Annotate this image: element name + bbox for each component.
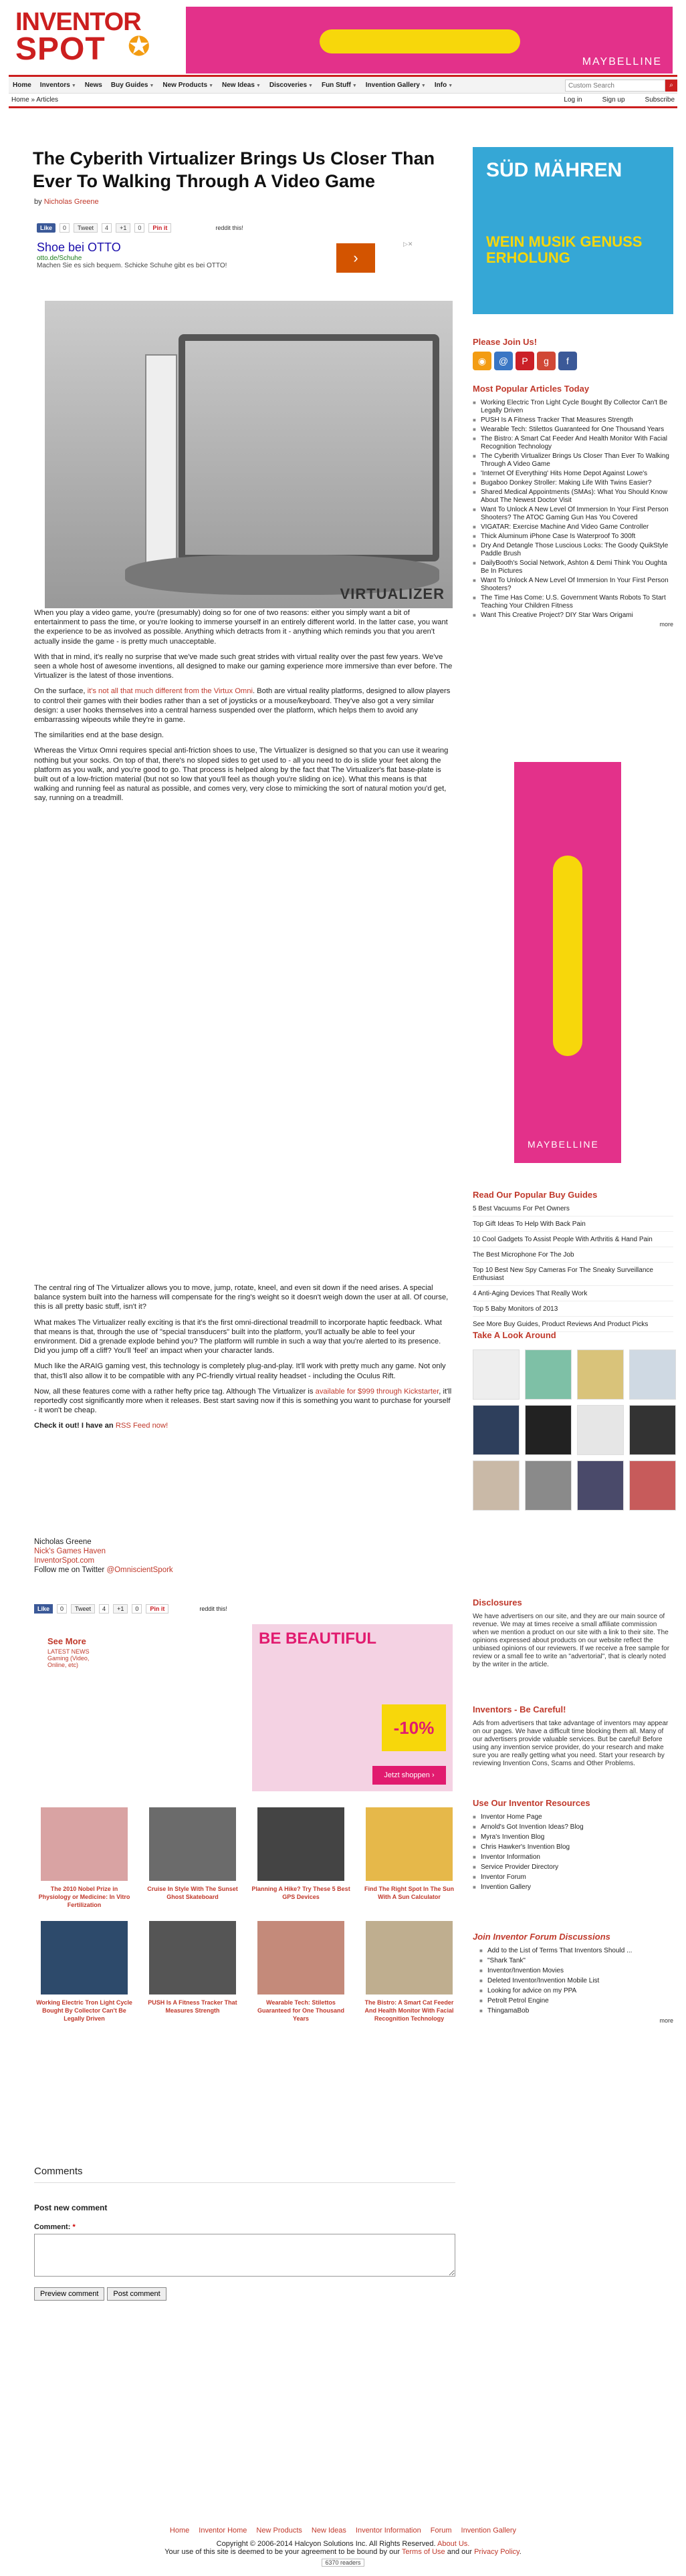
sidebar-ad[interactable]	[473, 147, 673, 314]
reddit-button[interactable]: reddit this!	[199, 1605, 227, 1612]
thumbnail[interactable]	[473, 1349, 520, 1400]
thumbnail[interactable]	[525, 1405, 572, 1455]
comment-label: Comment: *	[34, 2223, 76, 2231]
google-plus-icon[interactable]: g	[537, 352, 556, 370]
share-bar-bottom	[34, 1604, 227, 1614]
forum-topic-link[interactable]: ■ Inventor/Invention Movies	[473, 1967, 673, 1975]
google-plus-button[interactable]: +1	[116, 223, 130, 233]
related-article[interactable]	[251, 1921, 351, 2023]
facebook-like-button[interactable]: Like	[34, 1604, 53, 1614]
popular-article-link[interactable]: ■ Dry And Detangle Those Luscious Locks: The Goody QuikStyle Paddle Brush	[473, 542, 673, 558]
post-comment-heading: Post new comment	[34, 2203, 108, 2212]
article-body	[27, 608, 455, 803]
buy-guide-link[interactable]: 5 Best Vacuums For Pet Owners	[473, 1205, 673, 1216]
ad-headline[interactable]: Shoe bei OTTO	[37, 241, 121, 254]
header	[9, 0, 677, 75]
footer-link[interactable]: Invention Gallery	[461, 2527, 517, 2535]
forum-topic-link[interactable]: ■ Petrolt Petrol Engine	[473, 1997, 673, 2005]
related-article-thumbnail[interactable]	[41, 1807, 128, 1881]
rss-promo: Check it out! I have an RSS Feed now!	[34, 1422, 168, 1430]
byline: by Nicholas Greene	[34, 198, 99, 206]
pin-it-button[interactable]: Pin it	[146, 1604, 168, 1614]
related-article-caption[interactable]: PUSH Is A Fitness Tracker That Measures Strength	[148, 1999, 237, 2014]
comments-section	[34, 2166, 455, 2301]
star-icon: ✪	[128, 32, 150, 61]
share-bar	[37, 222, 455, 234]
related-article[interactable]	[34, 1807, 134, 1909]
related-article-caption[interactable]: Wearable Tech: Stilettos Guaranteed for One Thousand Years	[257, 1999, 344, 2022]
thumbnail[interactable]	[473, 1405, 520, 1455]
login-link[interactable]: Log in	[564, 96, 582, 104]
forum-topic-link[interactable]: ■ Deleted Inventor/Invention Mobile List	[473, 1977, 673, 1985]
related-article-thumbnail[interactable]	[366, 1807, 453, 1881]
paragraph: With that in mind, it's really no surprise that we've made such great strides with virtual reality over the past few years. We've seen a whole host of awesome inventions, all designed to make our gaming experience more immersive than ever before. The Virtualizer is the latest of those inventions.	[34, 652, 453, 680]
resource-link[interactable]: ■ Invention Gallery	[473, 1884, 673, 1892]
about-link[interactable]: About Us.	[437, 2540, 470, 2548]
chevron-down-icon: ▼	[209, 83, 214, 88]
popular-article-link[interactable]: ■ Want To Unlock A New Level Of Immersion In Your First Person Shooters? The ATOC Gaming Gun Has You Covered	[473, 506, 673, 522]
nav-buy-guides[interactable]: Buy Guides ▼	[110, 81, 154, 89]
related-article-thumbnail[interactable]	[149, 1807, 236, 1881]
privacy-link[interactable]: Privacy Policy	[474, 2548, 520, 2556]
bipa-ad-headline: BE BEAUTIFUL	[259, 1630, 376, 1648]
most-popular	[473, 384, 673, 628]
warning-text: Ads from advertisers that take advantage of inventors may appear on our pages. We have a difficult time blocking them all. Many of our advertisers provide valuable services. But be careful! Before using any invention service provider, do your research and make sure you are really getting what you need. Start your research by reviewing Invention Cons, Scams and Other Problems.	[473, 1720, 669, 1767]
subscribe-link[interactable]: Subscribe	[645, 96, 675, 104]
join-us-heading: Please Join Us!	[473, 337, 538, 347]
buy-guide-link[interactable]: 4 Anti-Aging Devices That Really Work	[473, 1290, 673, 1301]
thumbnail[interactable]	[629, 1405, 676, 1455]
related-article-caption[interactable]: Cruise In Style With The Sunset Ghost Skateboard	[147, 1886, 238, 1900]
forum-discussions	[473, 1932, 673, 2024]
author-signature: Nicholas Greene Nick's Games Haven InventorSpot.com Follow me on Twitter @OmniscientSpork	[34, 1538, 173, 1574]
thumbnail[interactable]	[577, 1460, 624, 1511]
nav-invention-gallery[interactable]: Invention Gallery ▼	[365, 81, 426, 89]
most-popular-list	[473, 399, 673, 620]
resource-link[interactable]: ■ Myra's Invention Blog	[473, 1833, 673, 1841]
kickstarter-link[interactable]: available for $999 through Kickstarter	[315, 1387, 439, 1396]
see-more-link[interactable]: LATEST NEWS Gaming (Video, Online, etc)	[47, 1648, 90, 1668]
thumbnail[interactable]	[629, 1460, 676, 1511]
bipa-banner-ad[interactable]	[252, 1624, 453, 1791]
resource-link[interactable]: ■ Inventor Forum	[473, 1874, 673, 1882]
related-article[interactable]	[142, 1807, 243, 1909]
tweet-button[interactable]: Tweet	[74, 223, 98, 233]
social-icons	[473, 352, 577, 370]
related-article[interactable]	[142, 1921, 243, 2023]
ad-url[interactable]: otto.de/Schuhe	[37, 255, 82, 262]
comment-textarea[interactable]	[34, 2234, 455, 2277]
site-logo[interactable]	[15, 8, 179, 67]
forum-topic-link[interactable]: ■ Add to the List of Terms That Inventors Should ...	[473, 1947, 673, 1955]
buy-guide-link[interactable]: Top 10 Best New Spy Cameras For The Sneaky Surveillance Enthusiast	[473, 1267, 673, 1286]
facebook-icon[interactable]: f	[558, 352, 577, 370]
virtux-omni-link[interactable]: it's not all that much different from the Virtux Omni	[87, 687, 253, 696]
buy-guides-heading: Read Our Popular Buy Guides	[473, 1190, 598, 1200]
popular-article-link[interactable]: ■ Shared Medical Appointments (SMAs): What You Should Know About The Newest Doctor Visit	[473, 489, 673, 505]
thumbnail[interactable]	[473, 1460, 520, 1511]
paragraph: Now, all these features come with a rather hefty price tag. Although The Virtualizer is available for $999 through Kickstarter, it'll reportedly cost significantly more when it releases. Best start saving now if this is something you want to purchase for yourself - it won't be cheap.	[34, 1387, 452, 1415]
main-nav	[9, 75, 677, 94]
forum-heading: Join Inventor Forum Discussions	[473, 1932, 610, 1942]
like-count: 0	[60, 223, 70, 233]
forum-list	[473, 1947, 673, 2015]
footer-link[interactable]: Inventor Information	[355, 2527, 421, 2535]
resource-link[interactable]: ■ Inventor Information	[473, 1853, 673, 1861]
virtualizer-post-graphic	[145, 354, 177, 568]
thumbnail[interactable]	[577, 1405, 624, 1455]
hero-watermark: VIRTUALIZER	[340, 586, 445, 602]
popular-article-link[interactable]: ■ The Cyberith Virtualizer Brings Us Closer Than Ever To Walking Through A Video Game	[473, 453, 673, 469]
page	[9, 0, 677, 108]
popular-article-link[interactable]: ■ The Bistro: A Smart Cat Feeder And Health Monitor With Facial Recognition Technology	[473, 435, 673, 451]
terms-link[interactable]: Terms of Use	[401, 2548, 445, 2556]
related-article-thumbnail[interactable]	[41, 1921, 128, 1994]
inventors-warning	[473, 1704, 673, 1768]
nav-info[interactable]: Info ▼	[434, 81, 453, 89]
tweet-count: 4	[99, 1604, 109, 1614]
footer-link[interactable]: Forum	[430, 2527, 452, 2535]
forum-topic-link[interactable]: ■ Looking for advice on my PPA	[473, 1987, 673, 1995]
nav-new-ideas[interactable]: New Ideas ▼	[222, 81, 261, 89]
paragraph: The similarities end at the base design.	[34, 731, 164, 740]
article-body-continued	[27, 1283, 453, 1437]
thumbnail[interactable]	[525, 1460, 572, 1511]
chevron-down-icon: ▼	[308, 83, 313, 88]
hero-image	[45, 301, 453, 608]
popular-article-link[interactable]: ■ Want To Unlock A New Level Of Immersion In Your First Person Shooters?	[473, 577, 673, 593]
popular-article-link[interactable]: ■ PUSH Is A Fitness Tracker That Measures Strength	[473, 416, 673, 424]
games-haven-link[interactable]: Nick's Games Haven	[34, 1547, 106, 1555]
facebook-like-button[interactable]: Like	[37, 223, 55, 233]
reddit-button[interactable]: reddit this!	[215, 225, 243, 231]
like-count: 0	[57, 1604, 67, 1614]
forum-topic-link[interactable]: ■ "Shark Tank"	[473, 1957, 673, 1965]
resource-link[interactable]: ■ Chris Hawker's Invention Blog	[473, 1843, 673, 1851]
search-icon[interactable]: ⌕	[665, 80, 677, 92]
warning-heading: Inventors - Be Careful!	[473, 1704, 566, 1714]
search-box	[565, 80, 677, 92]
preview-comment-button[interactable]: Preview comment	[34, 2287, 104, 2301]
rss-feed-link[interactable]: RSS Feed now!	[115, 1422, 168, 1430]
paragraph: Whereas the Virtux Omni requires special anti-friction shoes to use, The Virtualizer is designed so that you can use it wearing nothing but your socks. On top of that, there's no sloped sides to get used to - all you need to do is slide your feet along the platform as you walk, and you're good to go. That process is helped along by the fact that The Virtualizer's flat base-plate is built out of a low-friction material (but not so low that you'll feel as though you're sliding on ice). What this means is that walking and running feel as natural as possible, and comes very, very close to mimicking the sort of natural motion you'd get, say, running on a treadmill.	[34, 747, 449, 803]
sidebar-ad-title: SÜD MÄHREN	[486, 159, 622, 181]
footer-link[interactable]: Home	[169, 2527, 190, 2535]
ad-arrow-button[interactable]: ›	[336, 243, 375, 273]
disclosures-heading: Disclosures	[473, 1597, 522, 1607]
footer	[0, 2527, 686, 2567]
inline-text-ad[interactable]	[37, 241, 418, 274]
buy-guide-link[interactable]: 10 Cool Gadgets To Assist People With Arthritis & Hand Pain	[473, 1236, 673, 1247]
forum-topic-link[interactable]: ■ ThingamaBob	[473, 2007, 673, 2015]
signature-name: Nicholas Greene	[34, 1538, 92, 1546]
nav-fun-stuff[interactable]: Fun Stuff ▼	[321, 81, 357, 89]
inventor-resources	[473, 1798, 673, 1894]
adchoices-icon[interactable]: ▷✕	[403, 241, 413, 247]
buy-guide-link[interactable]: See More Buy Guides, Product Reviews And Product Picks	[473, 1321, 673, 1332]
gplus-count: 0	[132, 1604, 142, 1614]
related-article-caption[interactable]: The Bistro: A Smart Cat Feeder And Health Monitor With Facial Recognition Technology	[364, 1999, 454, 2022]
popular-article-link[interactable]: ■ The Time Has Come: U.S. Government Wants Robots To Start Teaching Your Children Fitness	[473, 594, 673, 610]
tweet-count: 4	[102, 223, 112, 233]
comments-heading: Comments	[34, 2166, 455, 2183]
related-article-thumbnail[interactable]	[257, 1921, 344, 1994]
related-article-thumbnail[interactable]	[149, 1921, 236, 1994]
sidebar	[470, 147, 677, 2024]
popular-article-link[interactable]: ■ Wearable Tech: Stilettos Guaranteed for One Thousand Years	[473, 426, 673, 434]
related-article-thumbnail[interactable]	[366, 1921, 453, 1994]
nav-news[interactable]: News	[84, 81, 102, 89]
bipa-shop-button[interactable]: Jetzt shoppen ›	[372, 1766, 446, 1785]
related-article-caption[interactable]: Find The Right Spot In The Sun With A Sun Calculator	[364, 1886, 454, 1900]
related-articles-grid	[34, 1807, 455, 2023]
buy-guide-link[interactable]: Top Gift Ideas To Help With Back Pain	[473, 1220, 673, 1232]
more-link[interactable]: more	[659, 621, 673, 628]
paragraph: On the surface, it's not all that much different from the Virtux Omni. Both are virtual reality platforms, designed to allow players to control their games with their bodies rather than a set of joysticks or a mouse/keyboard. They've also got a very similar design: a user hooks themselves into a central harness suspended over the platform, which helps them to avoid any embarrassing wipeouts while they're in game.	[34, 687, 451, 725]
paragraph: When you play a video game, you're (presumably) doing so for one of two reasons: either you simply want a bit of entertainment to pass the time, or you're looking to immerse yourself in an entirely different world. In the latter case, you want the experience to be as involved as possible. Anything which detracts from it - anything which reminds you that you aren't actually inside the game - is pretty much unacceptable.	[34, 609, 448, 646]
gplus-count: 0	[134, 223, 144, 233]
user-actions	[564, 96, 675, 104]
pin-it-button[interactable]: Pin it	[148, 223, 171, 233]
buy-guide-link[interactable]: Top 5 Baby Monitors of 2013	[473, 1305, 673, 1317]
more-link[interactable]: more	[659, 2017, 673, 2024]
buy-guides	[473, 1190, 673, 1336]
buy-guides-list	[473, 1205, 673, 1332]
skyscraper-ad-brand: MAYBELLINE	[528, 1139, 599, 1150]
chevron-down-icon: ▼	[71, 83, 76, 88]
bipa-ad-discount: -10%	[382, 1704, 446, 1751]
skyscraper-ad[interactable]	[514, 762, 621, 1163]
disclosures	[473, 1597, 673, 1669]
mascara-tube-graphic	[320, 29, 520, 53]
sub-bar	[9, 94, 677, 108]
top-banner-ad[interactable]	[186, 7, 673, 74]
thumbnail[interactable]	[629, 1349, 676, 1400]
thumbnail[interactable]	[577, 1349, 624, 1400]
ad-description: Machen Sie es sich bequem. Schicke Schuhe gibt es bei OTTO!	[37, 262, 227, 269]
author-link[interactable]: Nicholas Greene	[43, 198, 99, 206]
popular-article-link[interactable]: ■ DailyBooth's Social Network, Ashton & Demi Think You Oughta Be In Pictures	[473, 559, 673, 575]
related-article-thumbnail[interactable]	[257, 1807, 344, 1881]
nav-home[interactable]: Home	[13, 81, 31, 89]
nav-new-products[interactable]: New Products ▼	[162, 81, 214, 89]
disclosures-text: We have advertisers on our site, and they are our main source of revenue. We may at times receive a small affiliate commission when we mention a product on our site with a link to their site. The opinions expressed about products on our website reflect the unbiased opinions of our reviewers. If we receive a free sample for review or a small fee to write an "advertorial", that is clearly noted by the writer in the article.	[473, 1613, 670, 1668]
popular-article-link[interactable]: ■ 'Internet Of Everything' Hits Home Depot Against Lowe's	[473, 470, 673, 478]
chevron-down-icon: ▼	[149, 83, 154, 88]
reader-counter: 6370 readers	[322, 2559, 364, 2567]
nav-discoveries[interactable]: Discoveries ▼	[269, 81, 313, 89]
related-article[interactable]	[34, 1921, 134, 2023]
terms-line: Your use of this site is deemed to be your agreement to be bound by our Terms of Use and our Privacy Policy.	[164, 2548, 522, 2556]
chevron-down-icon: ▼	[421, 83, 426, 88]
email-icon[interactable]: @	[494, 352, 513, 370]
related-article-caption[interactable]: Working Electric Tron Light Cycle Bought By Collector Can't Be Legally Driven	[36, 1999, 132, 2022]
most-popular-heading: Most Popular Articles Today	[473, 384, 590, 394]
buy-guide-link[interactable]: The Best Microphone For The Job	[473, 1251, 673, 1263]
signup-link[interactable]: Sign up	[602, 96, 625, 104]
resource-link[interactable]: ■ Service Provider Directory	[473, 1863, 673, 1872]
resource-link[interactable]: ■ Inventor Home Page	[473, 1813, 673, 1821]
nav-inventors[interactable]: Inventors ▼	[39, 81, 76, 89]
copyright: Copyright © 2006-2014 Halcyon Solutions Inc. All Rights Reserved. About Us.	[216, 2540, 470, 2548]
popular-article-link[interactable]: ■ Want This Creative Project? DIY Star Wars Origami	[473, 612, 673, 620]
resources-list	[473, 1813, 673, 1892]
twitter-handle-link[interactable]: @OmniscientSpork	[106, 1566, 173, 1574]
chevron-down-icon: ▼	[352, 83, 357, 88]
thumbnail[interactable]	[525, 1349, 572, 1400]
related-article[interactable]	[359, 1807, 459, 1909]
article-column	[27, 147, 455, 2298]
related-article-caption[interactable]: The 2010 Nobel Prize in Physiology or Medicine: In Vitro Fertilization	[38, 1886, 130, 1908]
logo-line1: INVENTOR	[15, 8, 141, 36]
paragraph: What makes The Virtualizer really exciting is that it's the first omni-directional treadmill to incorporate haptic feedback. What that means is that, through the use of "special transducers" built into the platform, you'll actually be able to feel your environment. Did a grenade explode behind you? The platform will rumble in such a way that you're alerted to its presence. Did you jump off a cliff? You'll 'feel' an impact when your character lands.	[34, 1318, 442, 1356]
sidebar-ad-subtitle: WEIN MUSIK GENUSS ERHOLUNG	[486, 233, 643, 266]
popular-article-link[interactable]: ■ Thick Aluminum iPhone Case Is Waterproof To 300ft	[473, 533, 673, 541]
breadcrumb[interactable]: Home » Articles	[11, 96, 59, 104]
footer-link[interactable]: New Ideas	[311, 2527, 346, 2535]
look-around-grid	[473, 1349, 673, 1511]
popular-article-link[interactable]: ■ VIGATAR: Exercise Machine And Video Game Controller	[473, 523, 673, 531]
post-comment-button[interactable]: Post comment	[107, 2287, 166, 2301]
look-around	[473, 1330, 673, 1511]
related-article[interactable]	[359, 1921, 459, 2023]
related-article[interactable]	[251, 1807, 351, 1909]
search-input[interactable]	[565, 80, 665, 92]
article-title: The Cyberith Virtualizer Brings Us Closer Than Ever To Walking Through A Video Game	[33, 148, 435, 191]
tweet-button[interactable]: Tweet	[71, 1604, 95, 1614]
chevron-down-icon: ▼	[448, 83, 453, 88]
logo-line2: SPOT	[15, 31, 106, 67]
paragraph: The central ring of The Virtualizer allows you to move, jump, rotate, kneel, and even sit down if the need arises. A special balance system built into the harness will compensate for the ring's weight so it doesn't weigh down the user at all. Of course, this is all pretty basic stuff, isn't it?	[34, 1284, 449, 1311]
popular-article-link[interactable]: ■ Working Electric Tron Light Cycle Bought By Collector Can't Be Legally Driven	[473, 399, 673, 415]
resources-heading: Use Our Inventor Resources	[473, 1798, 590, 1808]
chevron-down-icon: ▼	[255, 83, 261, 88]
resource-link[interactable]: ■ Arnold's Got Invention Ideas? Blog	[473, 1823, 673, 1831]
footer-links	[0, 2527, 686, 2535]
footer-link[interactable]: New Products	[256, 2527, 302, 2535]
mascara-tube-graphic	[553, 856, 582, 1056]
top-ad-brand: MAYBELLINE	[582, 56, 662, 68]
paragraph: Much like the ARAIG gaming vest, this technology is completely plug-and-play. It'll work with pretty much any game. Not only that, this'll also allow it to be compatible with any PC-friendly virtual reality headset - including the Oculus Rift.	[34, 1362, 446, 1380]
inventorspot-link[interactable]: InventorSpot.com	[34, 1557, 95, 1565]
virtualizer-ring-graphic	[179, 334, 439, 561]
look-around-heading: Take A Look Around	[473, 1330, 556, 1340]
google-plus-button[interactable]: +1	[113, 1604, 128, 1614]
footer-link[interactable]: Inventor Home	[199, 2527, 247, 2535]
related-article-caption[interactable]: Planning A Hike? Try These 5 Best GPS Devices	[251, 1886, 350, 1900]
see-more-title[interactable]: See More	[47, 1636, 86, 1646]
pinterest-icon[interactable]: P	[516, 352, 534, 370]
rss-icon[interactable]: ◉	[473, 352, 491, 370]
popular-article-link[interactable]: ■ Bugaboo Donkey Stroller: Making Life With Twins Easier?	[473, 479, 673, 487]
